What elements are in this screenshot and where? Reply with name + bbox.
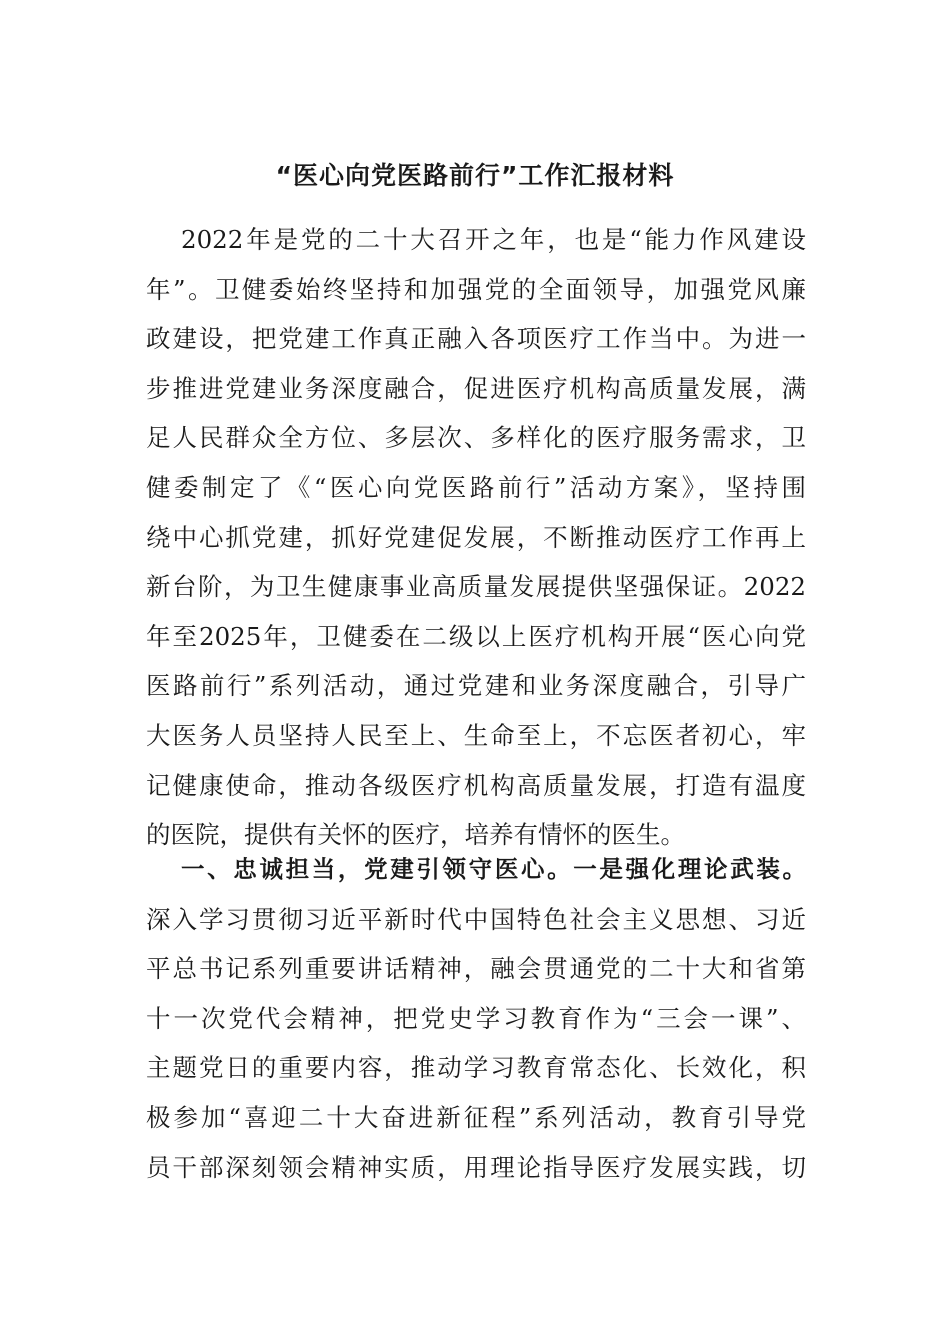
paragraph-line: 医路前行”系列活动，通过党建和业务深度融合，引导广 [146,671,806,701]
paragraph-line: 主题党日的重要内容，推动学习教育常态化、长效化，积 [146,1053,806,1083]
paragraph-line: 深入学习贯彻习近平新时代中国特色社会主义思想、习近 [146,904,806,934]
paragraph-line: 大医务人员坚持人民至上、生命至上，不忘医者初心，牢 [146,720,806,750]
paragraph-line: 极参加“喜迎二十大奋进新征程”系列活动，教育引导党 [146,1102,806,1132]
paragraph-line: 2022年是党的二十大召开之年，也是“能力作风建设 [181,225,806,254]
paragraph-line: 政建设，把党建工作真正融入各项医疗工作当中。为进一 [146,324,806,354]
paragraph-line: 绕中心抓党建，抓好党建促发展，不断推动医疗工作再上 [146,522,806,552]
paragraph-line: 十一次党代会精神，把党史学习教育作为“三会一课”、 [146,1003,806,1033]
paragraph-line: 平总书记系列重要讲话精神，融会贯通党的二十大和省第 [146,954,806,984]
paragraph-line: 年至2025年，卫健委在二级以上医疗机构开展“医心向党 [146,621,806,651]
paragraph-line: 新台阶，为卫生健康事业高质量发展提供坚强保证。2022 [146,572,806,602]
paragraph-line: 足人民群众全方位、多层次、多样化的医疗服务需求，卫 [146,423,806,453]
paragraph-line: 员干部深刻领会精神实质，用理论指导医疗发展实践，切 [146,1152,806,1182]
paragraph-line: 年”。卫健委始终坚持和加强党的全面领导，加强党风廉 [146,274,806,304]
section-one-paragraph [146,845,806,1192]
section-heading: 一、忠诚担当，党建引领守医心。一是强化理论武装。 [181,855,806,883]
paragraph-line: 步推进党建业务深度融合，促进医疗机构高质量发展，满 [146,373,806,403]
paragraph-line: 记健康使命，推动各级医疗机构高质量发展，打造有温度 [146,770,806,800]
paragraph-line: 健委制定了《“医心向党医路前行”活动方案》，坚持围 [146,472,806,502]
document-title: “医心向党医路前行”工作汇报材料 [275,161,675,190]
paragraph-line: 的医院，提供有关怀的医疗，培养有情怀的医生。 [146,820,685,850]
intro-paragraph [146,215,806,860]
